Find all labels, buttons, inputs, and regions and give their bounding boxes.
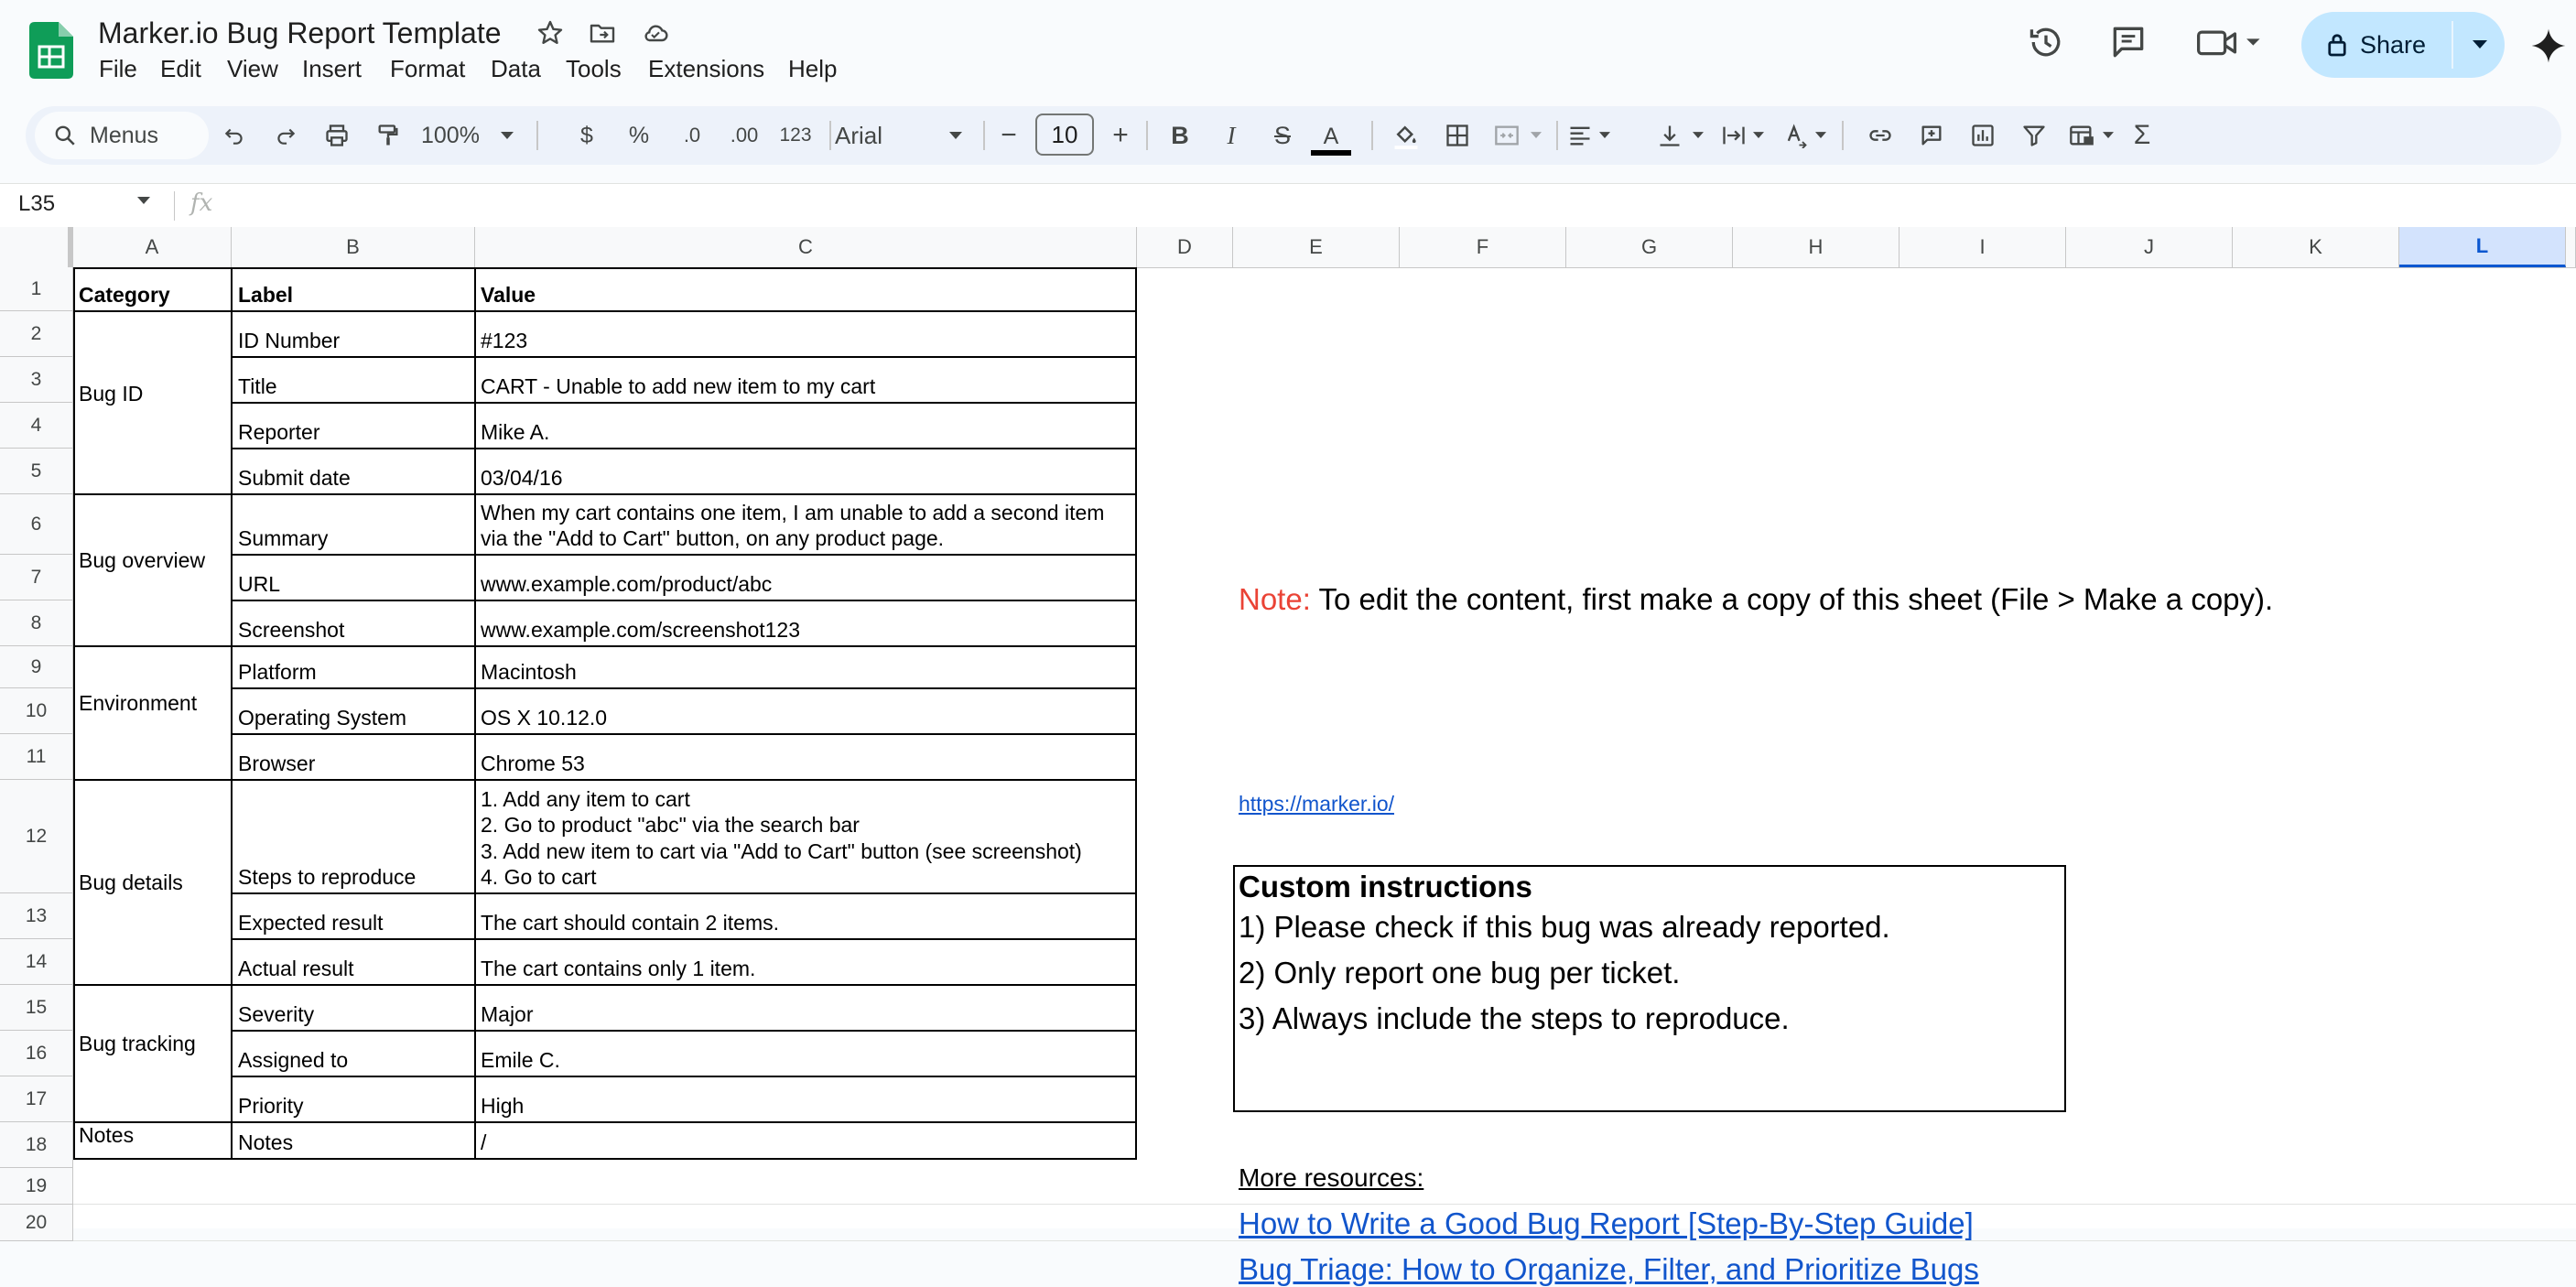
category-cell[interactable]: Bug ID xyxy=(79,382,144,406)
value-cell[interactable]: 3. Add new item to cart via "Add to Cart" button (see screenshot) xyxy=(481,839,1082,863)
label-cell[interactable]: URL xyxy=(238,572,281,596)
filter-icon[interactable] xyxy=(2018,119,2051,152)
value-cell[interactable]: 4. Go to cart xyxy=(481,865,597,889)
select-all-corner[interactable] xyxy=(0,227,73,267)
row-header-9[interactable]: 9 xyxy=(0,646,73,688)
share-divider xyxy=(2452,21,2453,69)
formula-input[interactable] xyxy=(229,191,2554,221)
name-box-dropdown-icon[interactable] xyxy=(137,197,150,205)
note-label: Note: xyxy=(1239,582,1311,616)
label-cell[interactable]: Platform xyxy=(238,660,317,684)
zoom-dropdown-icon[interactable] xyxy=(498,119,516,152)
table-border xyxy=(73,984,1137,986)
insert-link-icon[interactable] xyxy=(1864,119,1897,152)
row-header-4[interactable]: 4 xyxy=(0,403,73,449)
merge-cells-icon[interactable] xyxy=(1490,119,1523,152)
menu-insert[interactable]: Insert xyxy=(302,55,363,82)
borders-icon[interactable] xyxy=(1441,119,1474,152)
toolbar-divider xyxy=(1556,121,1558,150)
resource-link-bug-report[interactable]: How to Write a Good Bug Report [Step-By-Step Guide] xyxy=(1239,1206,1974,1240)
filter-views-dropdown-icon[interactable] xyxy=(2100,119,2116,152)
row-header-19[interactable]: 19 xyxy=(0,1168,73,1205)
gridline xyxy=(73,1204,2576,1205)
row-header-7[interactable]: 7 xyxy=(0,555,73,600)
table-border xyxy=(231,402,1137,404)
text-wrapping-icon[interactable] xyxy=(1717,119,1750,152)
custom-instructions-title: Custom instructions xyxy=(1239,870,1532,903)
label-cell[interactable]: Assigned to xyxy=(238,1048,349,1072)
paint-format-icon[interactable] xyxy=(372,119,405,152)
currency-format-button[interactable]: $ xyxy=(580,122,593,148)
share-label: Share xyxy=(2359,30,2427,59)
insert-comment-icon[interactable] xyxy=(1915,119,1948,152)
label-cell[interactable]: Notes xyxy=(238,1130,294,1154)
strikethrough-icon[interactable]: S xyxy=(1273,121,1291,149)
toolbar-divider xyxy=(829,121,831,150)
menu-extensions[interactable]: Extensions xyxy=(648,55,765,82)
decrease-font-size-button[interactable]: − xyxy=(1001,120,1017,150)
move-to-folder-icon[interactable] xyxy=(587,18,618,48)
toolbar-divider xyxy=(1146,121,1148,150)
menu-tools[interactable]: Tools xyxy=(566,55,622,82)
wrap-dropdown-icon[interactable] xyxy=(1750,119,1767,152)
column-header-a[interactable]: A xyxy=(73,227,232,267)
column-header-d[interactable]: D xyxy=(1137,227,1233,267)
label-cell[interactable]: Screenshot xyxy=(238,618,345,642)
table-border xyxy=(231,554,1137,556)
category-cell[interactable]: Bug tracking xyxy=(79,1032,196,1055)
value-cell[interactable]: High xyxy=(481,1094,525,1118)
toolbar xyxy=(26,106,2561,165)
table-border xyxy=(231,733,1137,735)
table-border xyxy=(231,600,1137,601)
row-header-18[interactable]: 18 xyxy=(0,1122,73,1168)
value-cell[interactable]: 2. Go to product "abc" via the search bar xyxy=(481,813,860,837)
version-history-icon[interactable] xyxy=(2026,22,2066,62)
value-cell[interactable]: The cart contains only 1 item. xyxy=(481,957,756,980)
column-header-g[interactable]: G xyxy=(1566,227,1733,267)
font-family-value: Arial xyxy=(835,121,883,149)
value-cell[interactable]: #123 xyxy=(481,329,528,352)
column-header-k[interactable]: K xyxy=(2233,227,2399,267)
custom-instruction-line: 3) Always include the steps to reproduce. xyxy=(1239,1001,1790,1035)
menu-help[interactable]: Help xyxy=(788,55,838,82)
fill-color-icon[interactable] xyxy=(1390,119,1423,152)
header-value[interactable]: Value xyxy=(481,283,536,307)
more-resources-label: More resources: xyxy=(1239,1163,1424,1192)
marker-link[interactable]: https://marker.io/ xyxy=(1239,792,1395,816)
meet-icon[interactable] xyxy=(2195,22,2265,62)
label-cell[interactable]: Title xyxy=(238,374,277,398)
table-border xyxy=(231,448,1137,449)
decrease-decimal-label: .0 xyxy=(683,124,701,146)
rotation-dropdown-icon[interactable] xyxy=(1813,119,1829,152)
label-cell[interactable]: Submit date xyxy=(238,466,351,490)
value-cell[interactable]: Mike A. xyxy=(481,420,550,444)
label-cell[interactable]: Steps to reproduce xyxy=(238,865,417,889)
valign-dropdown-icon[interactable] xyxy=(1690,119,1706,152)
menu-format[interactable]: Format xyxy=(390,55,466,82)
increase-font-size-button[interactable]: + xyxy=(1112,120,1129,150)
row-header-8[interactable]: 8 xyxy=(0,600,73,646)
horizontal-align-icon[interactable] xyxy=(1564,119,1596,152)
table-border xyxy=(231,687,1137,689)
row-header-17[interactable]: 17 xyxy=(0,1076,73,1122)
table-border xyxy=(474,267,476,1160)
column-header-f[interactable]: F xyxy=(1400,227,1566,267)
increase-decimal-button[interactable] xyxy=(721,119,767,152)
print-icon[interactable] xyxy=(320,119,353,152)
increase-decimal-label: .00 xyxy=(730,124,759,146)
row-header-2[interactable]: 2 xyxy=(0,311,73,357)
font-size-value: 10 xyxy=(1051,120,1078,148)
row-header-20[interactable]: 20 xyxy=(0,1205,73,1241)
label-cell[interactable]: Reporter xyxy=(238,420,320,444)
row-header-5[interactable]: 5 xyxy=(0,449,73,494)
value-cell[interactable]: www.example.com/screenshot123 xyxy=(481,618,800,642)
share-button[interactable] xyxy=(2301,12,2505,78)
functions-icon[interactable]: Σ xyxy=(2133,120,2151,150)
table-border xyxy=(1135,267,1137,1160)
menu-view[interactable]: View xyxy=(227,55,278,82)
row-header-16[interactable]: 16 xyxy=(0,1031,73,1076)
bold-icon[interactable]: B xyxy=(1171,121,1189,149)
row-header-10[interactable]: 10 xyxy=(0,688,73,734)
header-category[interactable]: Category xyxy=(79,283,170,307)
label-cell[interactable]: Priority xyxy=(238,1094,304,1118)
resource-link-bug-triage[interactable]: Bug Triage: How to Organize, Filter, and Prioritize Bugs xyxy=(1239,1252,1979,1286)
search-icon xyxy=(53,124,77,147)
comments-icon[interactable] xyxy=(2108,22,2148,62)
column-header-l[interactable]: L xyxy=(2399,227,2566,267)
row-header-14[interactable]: 14 xyxy=(0,939,73,985)
decrease-decimal-button[interactable] xyxy=(672,119,712,152)
redo-icon[interactable] xyxy=(269,119,302,152)
category-cell[interactable]: Notes xyxy=(79,1123,135,1147)
table-border xyxy=(231,1030,1137,1032)
undo-icon[interactable] xyxy=(218,119,251,152)
percent-format-button[interactable]: % xyxy=(628,122,650,148)
value-cell[interactable]: OS X 10.12.0 xyxy=(481,706,608,730)
fx-icon: fx xyxy=(190,189,213,217)
table-border xyxy=(73,310,1137,312)
row-header-11[interactable]: 11 xyxy=(0,734,73,780)
category-cell[interactable]: Environment xyxy=(79,691,198,715)
table-border xyxy=(73,493,1137,495)
row-header-6[interactable]: 6 xyxy=(0,494,73,555)
lock-icon xyxy=(2327,32,2347,58)
text-rotation-icon[interactable] xyxy=(1780,119,1813,152)
italic-icon[interactable]: I xyxy=(1227,121,1236,149)
column-header-h[interactable]: H xyxy=(1733,227,1900,267)
value-cell[interactable]: via the "Add to Cart" button, on any product page. xyxy=(481,526,945,550)
vertical-align-icon[interactable] xyxy=(1653,119,1686,152)
table-border xyxy=(73,779,1137,781)
note-text[interactable] xyxy=(1239,582,2273,617)
column-header-i[interactable]: I xyxy=(1900,227,2066,267)
row-header-13[interactable]: 13 xyxy=(0,893,73,939)
toolbar-divider xyxy=(983,121,985,150)
label-cell[interactable]: ID Number xyxy=(238,329,341,352)
zoom-select[interactable] xyxy=(421,119,503,152)
label-cell[interactable]: Browser xyxy=(238,752,316,775)
value-cell[interactable]: 03/04/16 xyxy=(481,466,563,490)
filter-views-icon[interactable] xyxy=(2063,119,2100,152)
row-header-1[interactable]: 1 xyxy=(0,267,73,311)
cloud-status-icon[interactable] xyxy=(639,18,672,48)
label-cell[interactable]: Actual result xyxy=(238,957,354,980)
value-cell[interactable]: When my cart contains one item, I am unable to add a second item xyxy=(481,501,1105,525)
value-cell[interactable]: Major xyxy=(481,1002,534,1026)
value-cell[interactable]: / xyxy=(481,1130,487,1154)
column-header-j[interactable]: J xyxy=(2066,227,2233,267)
label-cell[interactable]: Expected result xyxy=(238,911,384,935)
font-dropdown-icon[interactable] xyxy=(947,119,965,152)
column-headers xyxy=(0,227,2576,268)
text-color-icon[interactable]: A xyxy=(1309,119,1353,161)
formula-divider xyxy=(174,191,175,221)
insert-chart-icon[interactable] xyxy=(1966,119,1999,152)
value-cell[interactable]: Chrome 53 xyxy=(481,752,585,775)
table-border xyxy=(231,892,1137,894)
category-cell[interactable]: Bug details xyxy=(79,871,183,894)
name-box[interactable]: L35 xyxy=(18,191,56,216)
sheets-logo-icon[interactable] xyxy=(29,22,73,79)
menu-file[interactable]: File xyxy=(99,55,137,82)
label-cell[interactable]: Summary xyxy=(238,526,329,550)
row-header-3[interactable]: 3 xyxy=(0,357,73,403)
table-border xyxy=(231,938,1137,940)
menu-edit[interactable]: Edit xyxy=(160,55,201,82)
share-dropdown-icon[interactable] xyxy=(2455,12,2505,78)
menu-data[interactable]: Data xyxy=(491,55,541,82)
menus-search[interactable] xyxy=(35,112,209,159)
value-cell[interactable]: Macintosh xyxy=(481,660,577,684)
table-border xyxy=(231,356,1137,358)
document-title[interactable]: Marker.io Bug Report Template xyxy=(98,16,502,49)
value-cell[interactable]: 1. Add any item to cart xyxy=(481,787,690,811)
column-header-c[interactable]: C xyxy=(475,227,1137,267)
value-cell[interactable]: www.example.com/product/abc xyxy=(481,572,773,596)
category-cell[interactable]: Bug overview xyxy=(79,548,206,572)
star-icon[interactable] xyxy=(536,18,565,48)
toolbar-divider xyxy=(1842,121,1844,150)
table-border xyxy=(73,267,75,1160)
halign-dropdown-icon[interactable] xyxy=(1596,119,1613,152)
note-body: To edit the content, first make a copy of this sheet (File > Make a copy). xyxy=(1310,582,2274,616)
value-cell[interactable]: The cart should contain 2 items. xyxy=(481,911,779,935)
row-header-15[interactable]: 15 xyxy=(0,985,73,1031)
formula-bar xyxy=(0,183,2576,228)
merge-dropdown-icon[interactable] xyxy=(1529,119,1543,152)
column-header-b[interactable]: B xyxy=(232,227,475,267)
toolbar-divider xyxy=(1371,121,1373,150)
column-header-m[interactable] xyxy=(2566,227,2576,267)
value-cell[interactable]: Emile C. xyxy=(481,1048,560,1072)
custom-instruction-line: 2) Only report one bug per ticket. xyxy=(1239,956,1681,990)
table-border xyxy=(231,1076,1137,1077)
value-cell[interactable]: CART - Unable to add new item to my cart xyxy=(481,374,876,398)
spreadsheet-grid[interactable] xyxy=(0,227,2576,1286)
table-border xyxy=(73,1158,1137,1160)
number-format-button[interactable]: 123 xyxy=(779,124,812,146)
zoom-value: 100% xyxy=(421,122,480,148)
column-header-e[interactable]: E xyxy=(1233,227,1400,267)
label-cell[interactable]: Operating System xyxy=(238,706,407,730)
table-border xyxy=(231,267,233,1160)
toolbar-divider xyxy=(536,121,538,150)
row-header-12[interactable]: 12 xyxy=(0,780,73,893)
custom-instruction-line: 1) Please check if this bug was already reported. xyxy=(1239,910,1890,944)
share-main[interactable] xyxy=(2301,12,2452,78)
table-border xyxy=(73,1121,1137,1123)
table-border xyxy=(73,267,1137,269)
gemini-icon[interactable] xyxy=(2530,27,2567,64)
menus-search-label: Menus xyxy=(90,122,159,148)
table-border xyxy=(73,645,1137,647)
label-cell[interactable]: Severity xyxy=(238,1002,315,1026)
font-size-input[interactable] xyxy=(1035,114,1094,156)
header-label[interactable]: Label xyxy=(238,283,294,307)
